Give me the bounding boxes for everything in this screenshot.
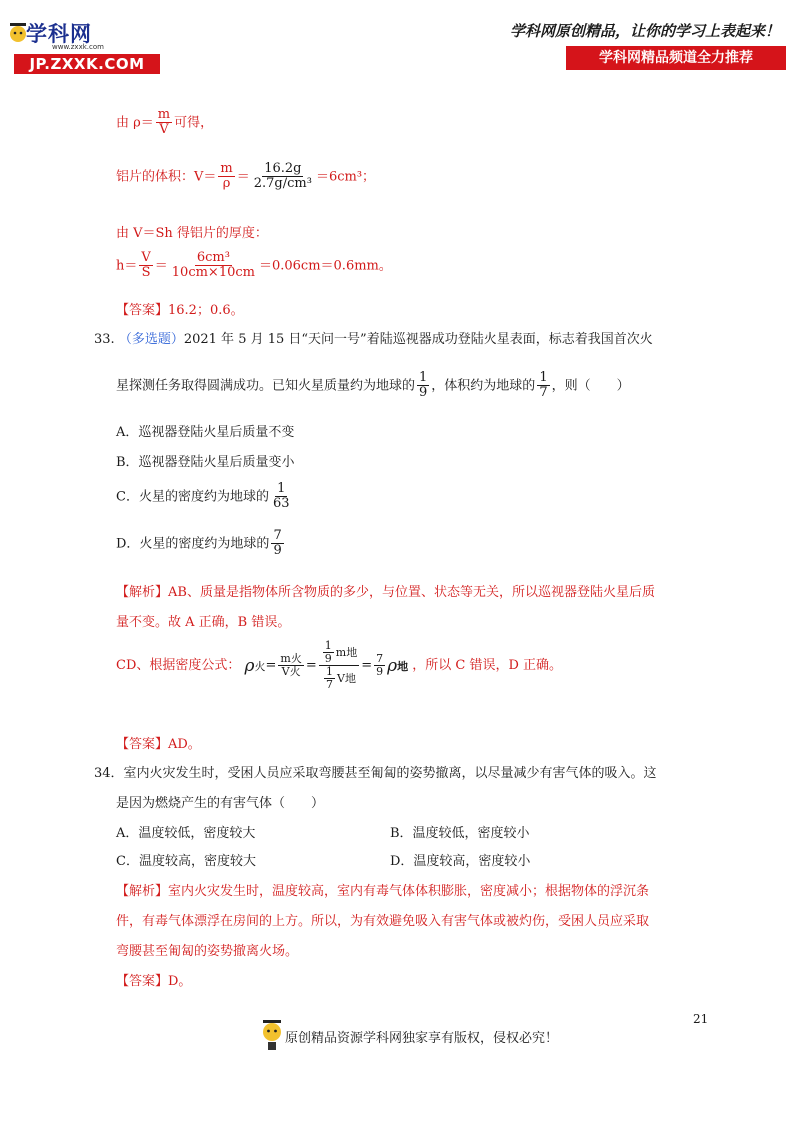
analysis-33-line2: 量不变。故 A 正确，B 错误。: [116, 615, 291, 630]
density-formula-line: 由 ρ＝ $\frac{m}{V}$ 可得，: [116, 107, 214, 138]
question-34-line2: 是因为燃烧产生的有害气体（ ）: [116, 796, 325, 811]
answer-33: 【答案】AD。: [116, 737, 201, 752]
mascot-icon: [8, 18, 28, 52]
density-derivation: CD、根据密度公式： ρ 火 = $\frac{\text{m火}}{\text{V火}}$ = $\frac{1}{9}$ m地 $\frac{1}{7}$ V地 = $\frac{7}{9}$ ρ 地 ，所以 C 错误，D 正确。: [116, 639, 563, 692]
channel-banner: 学科网精品频道全力推荐: [566, 46, 786, 70]
copyright-notice: 原创精品资源学科网独家享有版权，侵权必究！: [285, 1031, 559, 1046]
option-34-b: B．温度较低，密度较小: [390, 826, 530, 841]
option-34-c: C．温度较高，密度较大: [116, 854, 256, 869]
option-34-d: D．温度较高，密度较小: [390, 854, 531, 869]
question-33-line1: 33. （多选题）2021 年 5 月 15 日“天问一号”着陆巡视器成功登陆火星表面，标志着我国首次火: [94, 332, 653, 347]
page-number: 21: [693, 1012, 709, 1026]
volume-calc-line: 铝片的体积：V＝ $\frac{m}{\rho}$ ＝ $\frac{16.2g}{\text{2.7g/cm³}}$ ＝6cm³；: [116, 161, 376, 192]
option-33-a: A．巡视器登陆火星后质量不变: [116, 425, 295, 440]
answer-32: 【答案】16.2；0.6。: [116, 303, 244, 318]
option-33-d: D．火星的密度约为地球的 $\frac{7}{9}$: [116, 528, 282, 559]
question-33-line2: 星探测任务取得圆满成功。已知火星质量约为地球的 $\frac{1}{9}$ ，体积约为地球的 $\frac{1}{7}$ ，则（ ）: [116, 370, 630, 401]
logo-url-bar: JP.ZXXK.COM: [14, 54, 160, 74]
question-34-line1: 34．室内火灾发生时，受困人员应采取弯腰甚至匍匐的姿势撤离，以尽量减少有害气体的吸入。这: [94, 766, 657, 781]
analysis-34-line1: 【解析】室内火灾发生时，温度较高，室内有毒气体体积膨胀，密度减小；根据物体的浮沉条: [116, 884, 650, 899]
option-34-a: A．温度较低，密度较大: [116, 826, 256, 841]
fraction-m-v: $\frac{m}{V}$: [157, 107, 171, 138]
analysis-33-line1: 【解析】AB、质量是指物体所含物质的多少，与位置、状态等无关，所以巡视器登陆火星后质: [116, 585, 655, 600]
analysis-34-line3: 弯腰甚至匍匐的姿势撤离火场。: [116, 944, 299, 959]
mascot-icon: [260, 1016, 284, 1052]
site-logo: [8, 18, 156, 76]
header-slogan: 学科网原创精品，让你的学习上表起来！: [509, 22, 780, 40]
thickness-calc-line: h＝ $\frac{V}{S}$ ＝ $\frac{\text{6cm³}}{10cm\times 10cm}$ ＝0.06cm＝0.6mm。: [116, 250, 392, 281]
analysis-34-line2: 件，有毒气体漂浮在房间的上方。所以，为有效避免吸入有害气体或被灼伤，受困人员应采取: [116, 914, 650, 929]
multi-choice-tag: （多选题）: [118, 332, 184, 347]
answer-34: 【答案】D。: [116, 974, 192, 989]
logo-url-small: www.zxxk.com: [52, 43, 104, 51]
option-33-c: C．火星的密度约为地球的 $\frac{1}{63}$: [116, 481, 290, 512]
option-33-b: B．巡视器登陆火星后质量变小: [116, 455, 295, 470]
logo-title: 学科网: [26, 22, 92, 46]
thickness-intro-line: 由 V＝Sh 得铝片的厚度：: [116, 226, 268, 241]
